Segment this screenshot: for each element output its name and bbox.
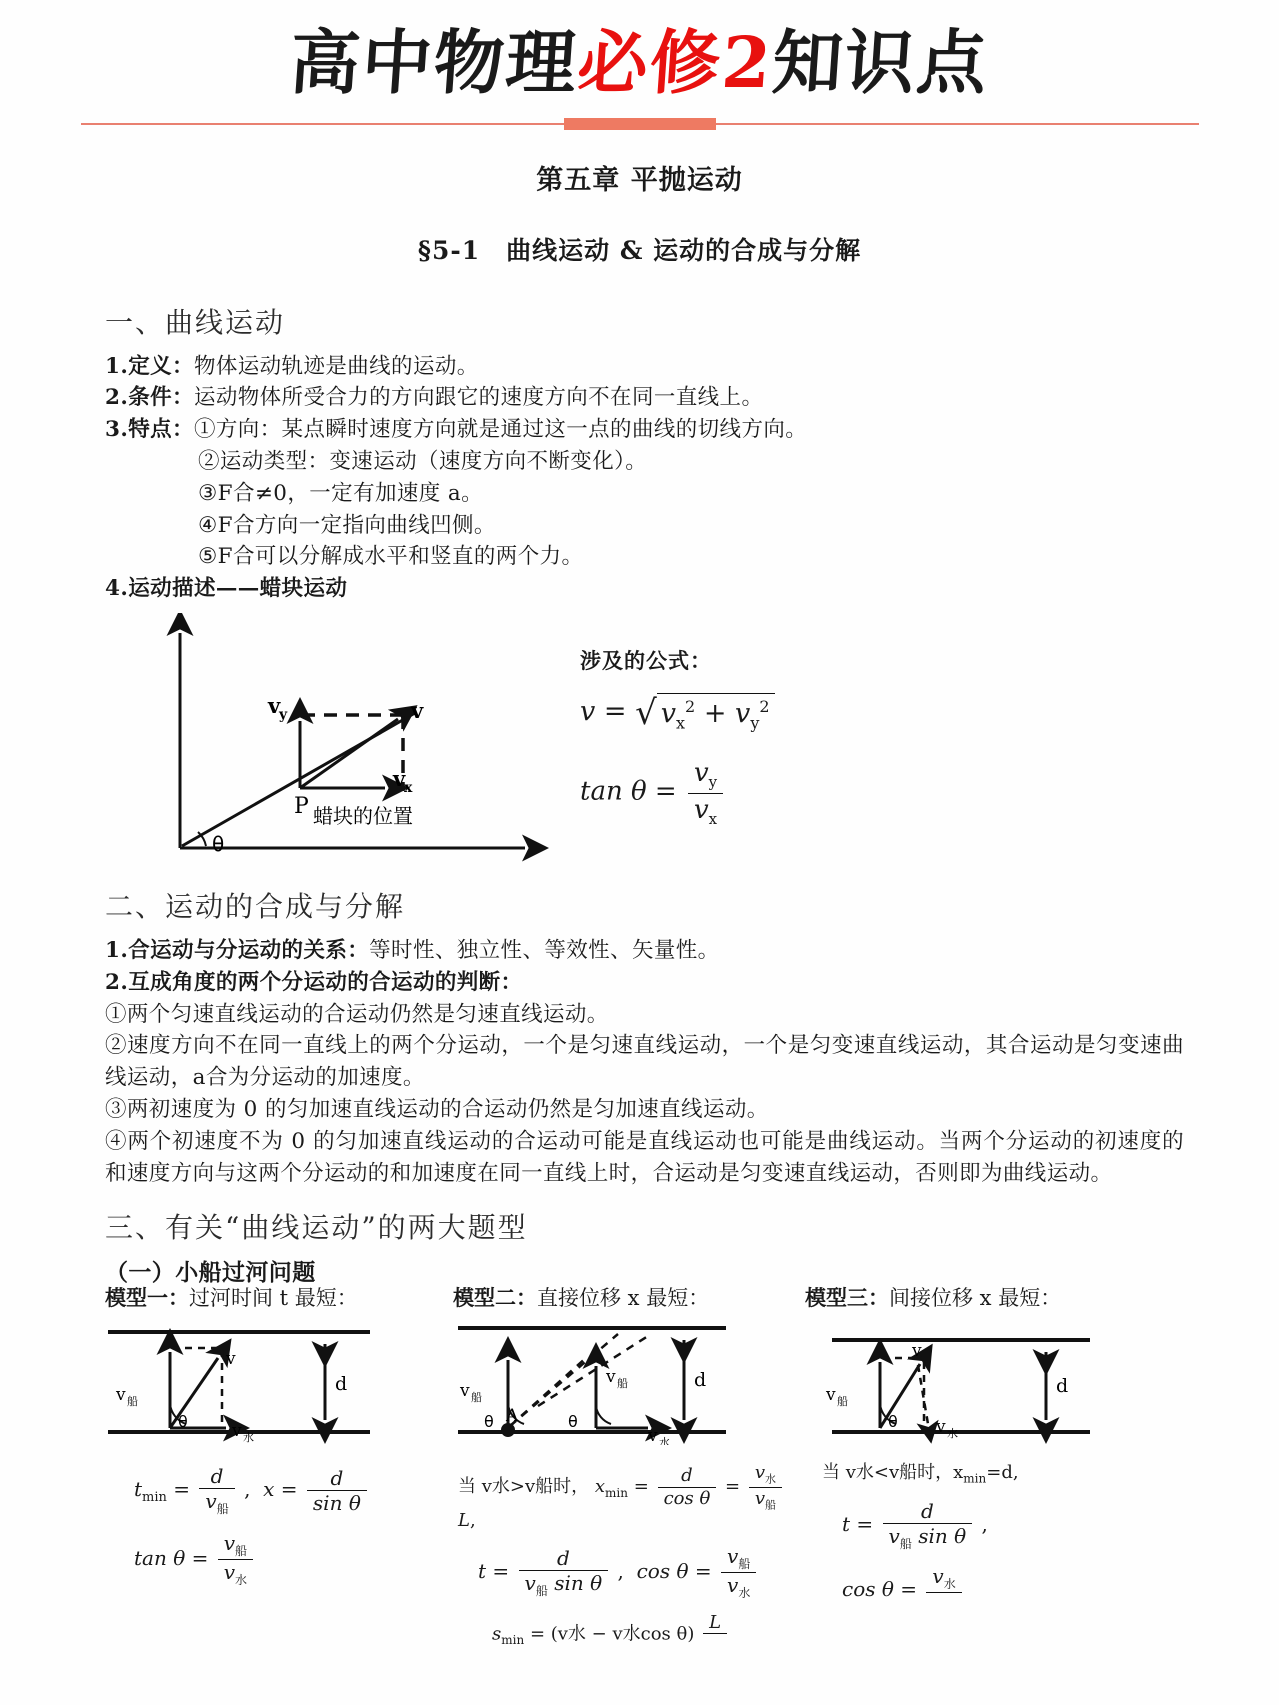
- banner-divider: [81, 118, 1199, 130]
- formula-lhs-sub: min: [605, 1485, 628, 1500]
- item-label: 定义：: [128, 353, 194, 379]
- item-num: 2.: [105, 969, 129, 995]
- heading-composition: 二、运动的合成与分解: [105, 890, 406, 923]
- svg-text:船: 船: [127, 1395, 138, 1408]
- fraction-denominator: [199, 1488, 234, 1516]
- fraction: [703, 1613, 727, 1656]
- fraction: [658, 1466, 717, 1509]
- num-symbol: v: [693, 758, 709, 789]
- model-3-heading: [805, 1282, 1145, 1312]
- item-text: 物体运动轨迹是曲线的运动。: [193, 353, 479, 379]
- model-name: 模型二：: [453, 1285, 537, 1310]
- model-headings-row: [105, 1282, 1279, 1312]
- model-1-column: [100, 1320, 448, 1655]
- model-2-formula-t: [478, 1545, 800, 1600]
- equals-2: =: [694, 1559, 712, 1584]
- num-subscript: 船: [235, 1544, 248, 1559]
- model-1-diagram: [100, 1320, 400, 1445]
- comma: ,: [469, 1510, 476, 1532]
- condition-text: 当 v水>v船时，: [458, 1476, 590, 1498]
- svg-text:水: 水: [659, 1436, 670, 1445]
- svg-text:v: v: [411, 698, 424, 723]
- section-name: 曲线运动 & 运动的合成与分解: [506, 235, 862, 265]
- den-subscript: 船: [899, 1536, 912, 1551]
- equals: =: [173, 1477, 191, 1502]
- svg-text:蜡块的位置: 蜡块的位置: [313, 804, 413, 828]
- formula-tangent: [580, 758, 960, 827]
- svg-text:v: v: [648, 1426, 658, 1445]
- formula-equals: =: [654, 777, 677, 808]
- svg-text:v: v: [268, 693, 281, 718]
- page-title: [287, 21, 992, 104]
- den-subscript: 船: [535, 1584, 548, 1599]
- equals: =: [191, 1546, 209, 1571]
- section-number: §5-1: [417, 235, 481, 265]
- model-2-heading: [453, 1282, 805, 1312]
- num-symbol: v: [754, 1462, 766, 1483]
- svg-text:A: A: [506, 1406, 519, 1426]
- formula-lhs: t: [478, 1559, 487, 1584]
- formula-lhs: x: [594, 1476, 606, 1498]
- num-symbol: v: [727, 1544, 739, 1569]
- equals-2: =: [725, 1476, 741, 1498]
- svg-text:v: v: [393, 766, 406, 791]
- sqrt-radicand: [657, 693, 775, 732]
- item-num: 3.: [105, 417, 129, 443]
- den-subscript: x: [708, 809, 718, 828]
- formula-lhs-sub: min: [142, 1490, 167, 1506]
- den-subscript: 船: [765, 1498, 777, 1512]
- svg-text:θ: θ: [888, 1412, 898, 1431]
- list-item: [105, 935, 1184, 967]
- fraction-numerator: [926, 1565, 961, 1592]
- heading-curve-motion: 一、曲线运动: [105, 305, 286, 339]
- svg-text:θ: θ: [178, 1412, 188, 1431]
- bullet-item: ①两个匀速直线运动的合运动仍然是匀速直线运动。: [105, 1001, 609, 1027]
- fraction-numerator: d: [330, 1466, 344, 1491]
- svg-text:x: x: [404, 780, 413, 796]
- fraction: [926, 1565, 961, 1616]
- radicand-term-1-sup: 2: [685, 697, 696, 716]
- equals: =: [856, 1511, 874, 1536]
- formula-lhs-sub: min: [501, 1632, 525, 1647]
- fraction-denominator: [688, 793, 723, 828]
- fraction-numerator: d: [556, 1546, 570, 1571]
- sqrt-icon: √: [635, 692, 657, 733]
- divider-center-block: [564, 118, 716, 130]
- fraction: [218, 1532, 253, 1587]
- boat-models: [0, 1282, 1279, 1655]
- fraction: [199, 1465, 234, 1516]
- list-item: [105, 414, 1184, 446]
- wax-vector-diagram: [150, 613, 550, 863]
- svg-text:v: v: [936, 1417, 946, 1437]
- sub-list-item: ③F合≠0，一定有加速度 a。: [198, 480, 484, 506]
- den-subscript: 船: [216, 1502, 229, 1516]
- equals: =: [633, 1476, 649, 1498]
- fraction-numerator: [749, 1463, 782, 1487]
- svg-text:v: v: [912, 1341, 922, 1361]
- fraction-numerator: [688, 758, 723, 792]
- fraction-numerator: [218, 1532, 253, 1559]
- fraction: [519, 1547, 609, 1598]
- svg-text:θ: θ: [212, 832, 225, 856]
- item-label: 运动描述——蜡块运动: [128, 576, 348, 602]
- formula-heading: 涉及的公式：: [580, 648, 712, 673]
- condition-tail: =d,: [986, 1462, 1019, 1483]
- fraction-denominator: [703, 1633, 727, 1655]
- item-label: 互成角度的两个分运动的合运动的判断：: [128, 969, 523, 995]
- item-label: 特点：: [128, 417, 194, 443]
- svg-text:船: 船: [837, 1395, 848, 1408]
- list-item: [105, 573, 1184, 605]
- model-1-formula-tmin: [134, 1465, 448, 1516]
- radicand-term-1-sub: x: [676, 713, 686, 733]
- den-tail: sin θ: [554, 1571, 603, 1596]
- fraction-numerator: d: [210, 1464, 224, 1488]
- chapter-heading: 第五章 平抛运动: [536, 164, 743, 196]
- num-subscript: y: [708, 773, 718, 792]
- model-name: 模型三：: [805, 1285, 889, 1310]
- num-subscript: 水: [765, 1472, 777, 1486]
- model-3-condition-line: [822, 1463, 1150, 1486]
- plus-sign: +: [703, 698, 727, 729]
- model-3-diagram: [800, 1320, 1100, 1445]
- den-symbol: v: [693, 794, 709, 825]
- list-item: [105, 967, 1184, 999]
- list-item: [105, 351, 1184, 383]
- fraction-denominator: [926, 1592, 961, 1616]
- model-desc: 过河时间 t 最短：: [189, 1286, 358, 1310]
- svg-text:船: 船: [617, 1377, 628, 1390]
- item-text: 等时性、独立性、等效性、矢量性。: [369, 938, 720, 963]
- model-3-column: [800, 1320, 1150, 1655]
- model-1-heading: [105, 1282, 453, 1312]
- equals: =: [900, 1577, 918, 1602]
- title-part-2: 知识点: [769, 21, 992, 104]
- svg-text:水: 水: [243, 1431, 254, 1444]
- list-item: [105, 382, 1184, 414]
- radicand-term-2-sup: 2: [759, 697, 770, 716]
- svg-text:d: d: [335, 1373, 348, 1395]
- heading-problem-types: 三、有关“曲线运动”的两大题型: [105, 1210, 528, 1244]
- model-3-formula-cos: [842, 1565, 1150, 1616]
- radicand-term-2: v: [735, 698, 751, 729]
- svg-text:P: P: [294, 794, 309, 819]
- svg-text:v: v: [606, 1367, 616, 1387]
- num-symbol: v: [223, 1531, 236, 1556]
- model-name: 模型一：: [105, 1285, 189, 1310]
- title-highlight: 必修2: [575, 21, 776, 104]
- formula-lhs: s: [492, 1622, 502, 1644]
- equals-2: =: [280, 1477, 298, 1502]
- fraction-numerator: L: [709, 1611, 722, 1633]
- formula-speed-magnitude: [580, 693, 960, 732]
- fraction-numerator: [721, 1545, 756, 1572]
- fraction-2: [307, 1467, 367, 1514]
- item-text: ①方向：某点瞬时速度方向就是通过这一点的曲线的切线方向。: [193, 417, 808, 443]
- page-banner: [0, 0, 1279, 130]
- model-figures-row: [100, 1320, 1279, 1655]
- svg-text:v: v: [116, 1385, 126, 1405]
- condition-text: 当 v水<v船时，x: [822, 1462, 964, 1483]
- formula-2-lhs: x: [263, 1477, 275, 1502]
- item-num: 1.: [105, 938, 129, 963]
- num-subscript: 水: [943, 1576, 956, 1591]
- svg-text:v: v: [826, 1385, 836, 1405]
- item-label: 条件：: [128, 385, 194, 411]
- den-symbol: v: [727, 1573, 739, 1598]
- model-desc: 直接位移 x 最短：: [537, 1286, 710, 1310]
- fraction-numerator: d: [681, 1464, 693, 1486]
- formula-lhs: tan θ: [580, 777, 647, 808]
- den-symbol: v: [223, 1560, 236, 1585]
- num-subscript: 船: [738, 1557, 751, 1572]
- bullet-item: ②速度方向不在同一直线上的两个分运动，一个是匀速直线运动，一个是匀变速直线运动，其合运动是匀变速曲线运动，a合为分运动的加速度。: [105, 1033, 1184, 1091]
- fraction-numerator: d: [920, 1498, 934, 1523]
- svg-text:d: d: [694, 1369, 707, 1391]
- den-symbol: v: [205, 1489, 217, 1513]
- item-num: 2.: [105, 385, 129, 411]
- fraction-denominator: cos θ: [658, 1487, 717, 1509]
- equals: =: [492, 1559, 510, 1584]
- model-2-formula-smin: [492, 1613, 800, 1656]
- fraction: [688, 758, 723, 827]
- svg-text:水: 水: [947, 1427, 958, 1440]
- radicand-term-2-sub: y: [750, 713, 760, 733]
- bullet-item: ④两个初速度不为 0 的匀加速直线运动的合运动可能是直线运动也可能是曲线运动。当两个分运动的初速度的和速度方向与这两个分运动的和加速度在同一直线上时，合运动是匀变速直线运动，否则即为曲线运动。: [105, 1128, 1184, 1186]
- den-symbol: v: [754, 1487, 766, 1509]
- model-3-formula-t: [842, 1500, 1150, 1551]
- formula-2-lhs: cos θ: [636, 1559, 689, 1584]
- comma: ,: [617, 1559, 624, 1584]
- fraction-2: [721, 1545, 756, 1600]
- comma: ,: [244, 1477, 251, 1502]
- den-subscript: 水: [738, 1586, 751, 1601]
- wax-formula-box: [580, 645, 960, 828]
- sub-list-item: ②运动类型：变速运动（速度方向不断变化）。: [198, 448, 648, 474]
- item-label: 合运动与分运动的关系：: [128, 938, 370, 963]
- section-heading: [0, 231, 1279, 267]
- formula-body: = (v水 − v水cos θ): [529, 1622, 695, 1644]
- item-num: 4.: [105, 576, 129, 602]
- formula-lhs: cos θ: [842, 1577, 894, 1602]
- formula-lhs: tan θ: [134, 1546, 186, 1571]
- svg-text:d: d: [1056, 1375, 1069, 1397]
- den-subscript: 水: [235, 1573, 248, 1588]
- sqrt-group: [635, 693, 774, 732]
- title-part-1: 高中物理: [287, 21, 582, 104]
- fraction-2: [749, 1463, 782, 1511]
- condition-sub: min: [963, 1471, 987, 1486]
- fraction-denominator: [519, 1570, 609, 1598]
- svg-text:船: 船: [471, 1391, 482, 1404]
- wax-block-figure: [0, 613, 1279, 871]
- den-symbol: v: [888, 1523, 900, 1548]
- sub-list-item: ⑤F合可以分解成水平和竖直的两个力。: [198, 544, 584, 570]
- svg-text:v: v: [460, 1381, 470, 1401]
- model-2-column: [448, 1320, 800, 1655]
- length-symbol: L: [458, 1510, 470, 1532]
- svg-text:θ: θ: [484, 1412, 494, 1431]
- fraction-denominator: [883, 1523, 973, 1551]
- formula-lhs: t: [842, 1511, 851, 1536]
- svg-text:v: v: [226, 1349, 236, 1369]
- subheading-boat-crossing: （一）小船过河问题: [105, 1258, 316, 1286]
- formula-lhs: t: [134, 1477, 143, 1502]
- item-text: 运动物体所受合力的方向跟它的速度方向不在同一直线上。: [193, 385, 764, 411]
- svg-text:v: v: [232, 1421, 242, 1441]
- svg-text:y: y: [279, 707, 288, 723]
- fraction-denominator: [218, 1559, 253, 1587]
- model-1-formula-tan: [134, 1532, 448, 1587]
- model-desc: 间接位移 x 最短：: [889, 1286, 1062, 1310]
- item-num: 1.: [105, 353, 129, 379]
- fraction-denominator: sin θ: [307, 1490, 367, 1514]
- formula-equals: =: [603, 696, 627, 728]
- sub-list-item: ④F合方向一定指向曲线凹侧。: [198, 512, 496, 538]
- curve-motion-body: [105, 351, 1184, 606]
- composition-body: [105, 935, 1184, 1190]
- model-2-diagram: [448, 1320, 758, 1445]
- svg-text:θ: θ: [568, 1412, 578, 1431]
- comma: ,: [981, 1511, 988, 1536]
- num-symbol: v: [932, 1563, 944, 1588]
- radicand-term-1: v: [660, 698, 677, 729]
- fraction-denominator: [749, 1487, 782, 1512]
- model-2-condition-line: [458, 1463, 800, 1531]
- den-tail: sin θ: [918, 1523, 967, 1548]
- fraction-denominator: [721, 1572, 756, 1600]
- den-symbol: v: [524, 1571, 536, 1596]
- fraction: [883, 1500, 973, 1551]
- bullet-item: ③两初速度为 0 的匀加速直线运动的合运动仍然是匀加速直线运动。: [105, 1097, 769, 1123]
- formula-lhs: v: [580, 696, 596, 728]
